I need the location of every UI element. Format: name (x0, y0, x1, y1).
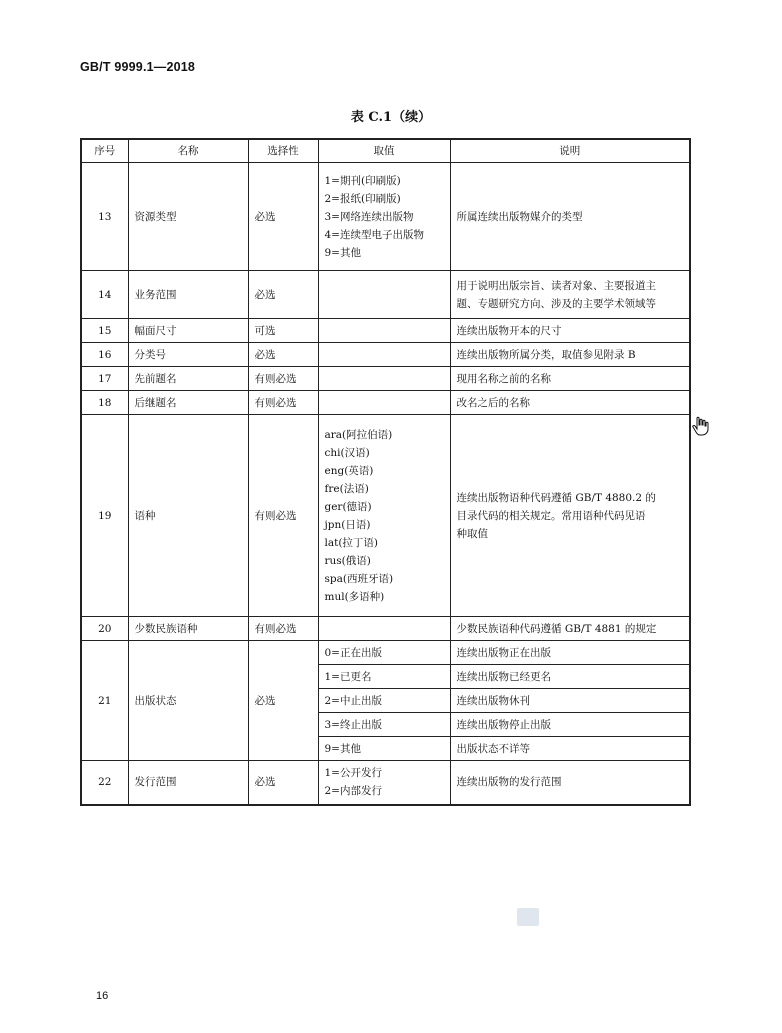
col-header-select: 选择性 (248, 139, 318, 163)
col-header-desc: 说明 (450, 139, 690, 163)
row-select: 有则必选 (248, 617, 318, 641)
value-line: 1=公开发行 (324, 767, 382, 780)
value-line: eng(英语) (324, 464, 374, 477)
row-num: 15 (81, 319, 128, 343)
row-values (318, 761, 450, 805)
row-select: 必选 (248, 343, 318, 367)
value-line: 2=报纸(印刷版) (324, 192, 401, 205)
row-name: 业务范围 (128, 271, 248, 319)
value-line: 4=连续型电子出版物 (324, 228, 424, 241)
row-desc: 连续出版物的发行范围 (450, 761, 690, 805)
table-row (81, 343, 690, 367)
row-num: 22 (81, 761, 128, 805)
value-line: lat(拉丁语) (324, 536, 379, 549)
table-title: 表 C.1（续） (350, 110, 432, 125)
row-select: 有则必选 (248, 391, 318, 415)
row-select: 可选 (248, 319, 318, 343)
table-row (81, 271, 690, 319)
row-name: 幅面尺寸 (128, 319, 248, 343)
value-line: ger(德语) (324, 500, 372, 513)
row-values (318, 271, 450, 319)
col-header-num: 序号 (81, 139, 128, 163)
row-select: 有则必选 (248, 367, 318, 391)
row-name: 语种 (128, 415, 248, 617)
value-line: jpn(日语) (324, 518, 371, 531)
value-line: chi(汉语) (324, 446, 370, 459)
row-num: 19 (81, 415, 128, 617)
row-name: 分类号 (128, 343, 248, 367)
standard-code: GB/T 9999.1—2018 (80, 60, 196, 74)
row-desc: 连续出版物休刊 (450, 689, 690, 713)
row-values (318, 391, 450, 415)
row-values (318, 367, 450, 391)
row-num: 13 (81, 163, 128, 271)
row-value: 2=中止出版 (318, 689, 450, 713)
row-select: 必选 (248, 761, 318, 805)
value-line: spa(西班牙语) (324, 572, 394, 585)
row-value: 3=终止出版 (318, 713, 450, 737)
row-name: 资源类型 (128, 163, 248, 271)
row-select: 必选 (248, 163, 318, 271)
value-line: 2=内部发行 (324, 785, 382, 798)
row-desc: 连续出版物停止出版 (450, 713, 690, 737)
row-values (318, 163, 450, 271)
col-header-value: 取值 (318, 139, 450, 163)
row-value: 0=正在出版 (318, 641, 450, 665)
table-row (81, 761, 690, 805)
table-row (81, 641, 690, 665)
table-row (81, 163, 690, 271)
row-select: 必选 (248, 271, 318, 319)
row-desc (450, 271, 690, 319)
row-desc: 连续出版物已经更名 (450, 665, 690, 689)
col-header-name: 名称 (128, 139, 248, 163)
value-line: 9=其他 (324, 246, 361, 259)
desc-line: 种取值 (456, 527, 488, 540)
table-row (81, 415, 690, 617)
row-desc: 连续出版物正在出版 (450, 641, 690, 665)
row-num: 16 (81, 343, 128, 367)
row-name: 先前题名 (128, 367, 248, 391)
spec-table (80, 138, 691, 806)
row-desc: 改名之后的名称 (450, 391, 690, 415)
row-num: 14 (81, 271, 128, 319)
desc-line: 目录代码的相关规定。常用语种代码见语 (456, 509, 646, 522)
table-row (81, 391, 690, 415)
value-line: 3=网络连续出版物 (324, 210, 414, 223)
row-num: 17 (81, 367, 128, 391)
watermark-logo (517, 908, 539, 926)
row-desc: 现用名称之前的名称 (450, 367, 690, 391)
table-row (81, 319, 690, 343)
row-select: 有则必选 (248, 415, 318, 617)
row-num: 21 (81, 641, 128, 761)
desc-line: 连续出版物语种代码遵循 GB/T 4880.2 的 (456, 491, 656, 504)
row-value: 1=已更名 (318, 665, 450, 689)
row-name: 发行范围 (128, 761, 248, 805)
row-desc: 连续出版物开本的尺寸 (450, 319, 690, 343)
table-header-row (81, 139, 690, 163)
row-values (318, 617, 450, 641)
value-line: ara(阿拉伯语) (324, 428, 393, 441)
row-name: 出版状态 (128, 641, 248, 761)
hand-cursor-icon (690, 416, 710, 436)
row-desc: 所属连续出版物媒介的类型 (450, 163, 690, 271)
table-row (81, 617, 690, 641)
row-desc: 少数民族语种代码遵循 GB/T 4881 的规定 (450, 617, 690, 641)
table-row (81, 367, 690, 391)
row-value: 9=其他 (318, 737, 450, 761)
row-num: 20 (81, 617, 128, 641)
row-name: 少数民族语种 (128, 617, 248, 641)
value-line: 1=期刊(印刷版) (324, 174, 401, 187)
value-line: mul(多语种) (324, 590, 385, 603)
row-values (318, 415, 450, 617)
value-line: rus(俄语) (324, 554, 371, 567)
page-number: 16 (96, 990, 109, 1002)
row-desc: 出版状态不详等 (450, 737, 690, 761)
value-line: fre(法语) (324, 482, 369, 495)
desc-line: 题、专题研究方向、涉及的主要学术领域等 (456, 297, 656, 310)
row-select: 必选 (248, 641, 318, 761)
row-values (318, 319, 450, 343)
row-num: 18 (81, 391, 128, 415)
row-desc (450, 415, 690, 617)
row-name: 后继题名 (128, 391, 248, 415)
desc-line: 用于说明出版宗旨、读者对象、主要报道主 (456, 279, 656, 292)
row-desc: 连续出版物所属分类，取值参见附录 B (450, 343, 690, 367)
row-values (318, 343, 450, 367)
